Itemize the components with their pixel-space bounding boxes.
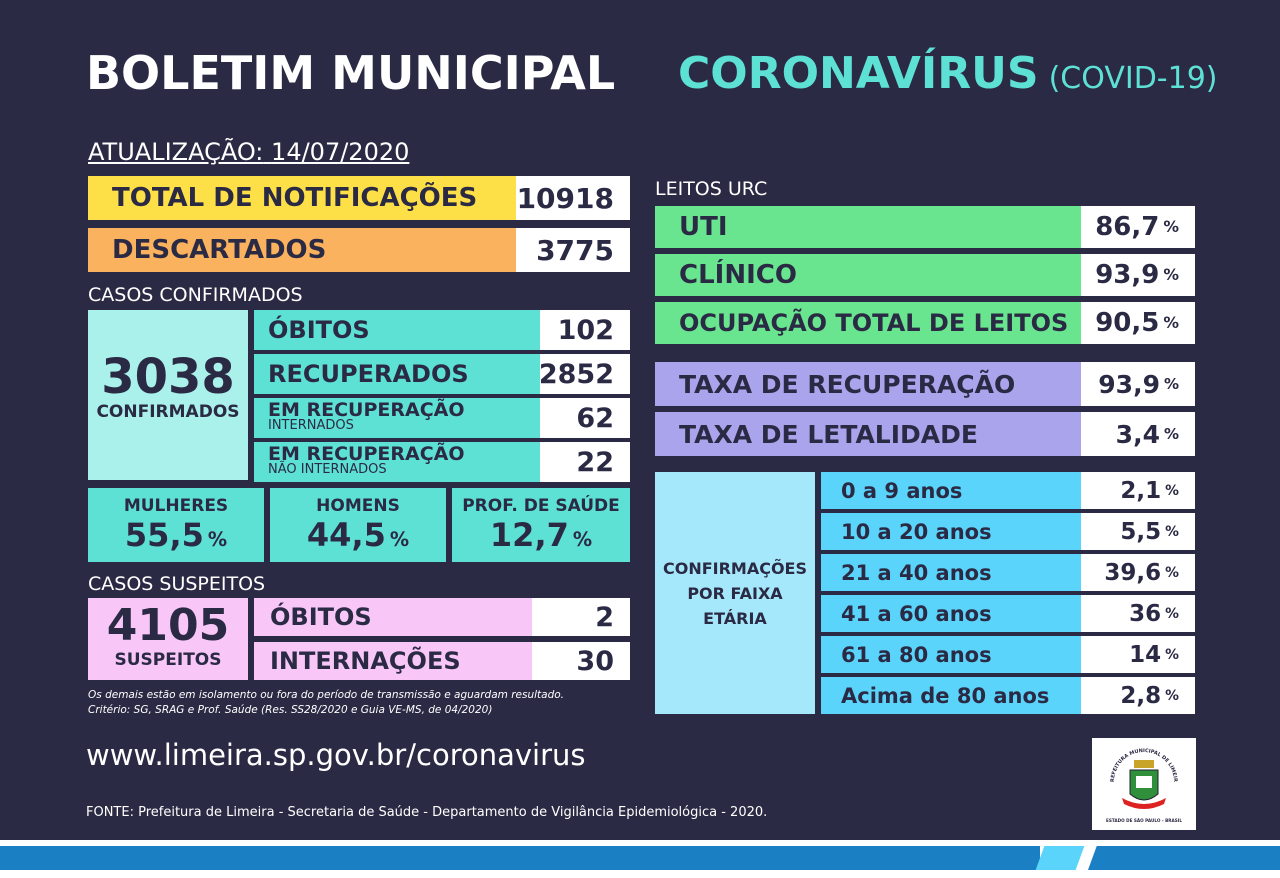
coat-of-arms-icon [1092, 738, 1196, 830]
age-row-label: 61 a 80 anos [821, 636, 1081, 673]
age-row-label: 0 a 9 anos [821, 472, 1081, 509]
logo-top-text: REFEITURA MUNICIPAL DE LIMEIR [1109, 747, 1179, 783]
recovering-hosp-sub: INTERNADOS [268, 418, 354, 433]
page-title: BOLETIM MUNICIPAL [86, 46, 616, 100]
update-line [88, 138, 409, 166]
age-row-unit: % [1165, 605, 1179, 622]
topic-title [678, 48, 1218, 99]
demo-women [88, 488, 264, 562]
age-row-label: Acima de 80 anos [821, 677, 1081, 714]
demo-men [270, 488, 446, 562]
rate-recovery-unit: % [1163, 375, 1179, 393]
suspected-hosp-label: INTERNAÇÕES [254, 642, 532, 680]
suspected-deaths-label: ÓBITOS [254, 598, 532, 636]
suspected-total: 4105 [106, 600, 230, 651]
age-row-label: 21 a 40 anos [821, 554, 1081, 591]
footnote-line2: Critério: SG, SRAG e Prof. Saúde (Res. SS28/2020 e Guia VE-MS, de 04/2020) [88, 704, 493, 716]
suspected-section-label: CASOS SUSPEITOS [88, 573, 266, 595]
beds-total-value: 90,5 [1095, 308, 1160, 338]
beds-uti-value: 86,7 [1095, 212, 1160, 242]
recovering-hosp-box [254, 398, 540, 438]
notifications-value: 10918 [516, 176, 630, 220]
recovering-home-value: 22 [540, 442, 630, 482]
beds-uti-label: UTI [655, 206, 1081, 248]
beds-clinic-label: CLÍNICO [655, 254, 1081, 296]
topic-main: CORONAVÍRUS [678, 48, 1039, 99]
city-logo [1092, 738, 1196, 830]
age-row-number: 39,6 [1104, 559, 1162, 586]
beds-clinic-value: 93,9 [1095, 260, 1160, 290]
recovered-label: RECUPERADOS [254, 354, 540, 394]
age-row-label: 10 a 20 anos [821, 513, 1081, 550]
age-row-value [1081, 636, 1195, 673]
suspected-total-box [88, 598, 248, 680]
age-label-1: CONFIRMAÇÕES [662, 558, 808, 578]
update-label: ATUALIZAÇÃO: [88, 138, 264, 166]
beds-clinic-unit: % [1163, 266, 1179, 284]
demo-men-value: 44,5 [306, 516, 386, 554]
suspected-deaths-value: 2 [532, 598, 630, 636]
confirmed-total-label: CONFIRMADOS [96, 402, 240, 422]
suspected-total-label: SUSPEITOS [114, 650, 222, 670]
rate-lethality-unit: % [1163, 425, 1179, 443]
age-group-label-box [655, 472, 815, 714]
age-row-value [1081, 554, 1195, 591]
age-row-unit: % [1165, 687, 1179, 704]
discarded-label: DESCARTADOS [88, 228, 516, 272]
beds-total-unit: % [1163, 314, 1179, 332]
age-row-unit: % [1165, 564, 1179, 581]
website-url[interactable]: www.limeira.sp.gov.br/coronavirus [86, 738, 586, 772]
footer-stripe-main [0, 846, 1040, 870]
demo-health-label: PROF. DE SAÚDE [462, 496, 620, 516]
demo-health [452, 488, 630, 562]
footnote-line1: Os demais estão em isolamento ou fora do período de transmissão e aguardam resultado. [88, 689, 565, 701]
source-text: FONTE: Prefeitura de Limeira - Secretaria de Saúde - Departamento de Vigilância Epidemiológica - 2020. [86, 805, 768, 820]
age-row-number: 2,1 [1120, 477, 1162, 504]
rate-lethality-label: TAXA DE LETALIDADE [655, 412, 1081, 456]
demo-women-label: MULHERES [123, 496, 229, 516]
age-row-value [1081, 472, 1195, 509]
footnote [88, 688, 564, 718]
age-row-value [1081, 677, 1195, 714]
age-row-value [1081, 513, 1195, 550]
discarded-value: 3775 [516, 228, 630, 272]
demo-men-label: HOMENS [316, 496, 400, 516]
age-row-value [1081, 595, 1195, 632]
footer-stripe-end [1088, 846, 1280, 870]
age-row-unit: % [1165, 523, 1179, 540]
demo-health-value: 12,7 [489, 516, 569, 554]
suspected-hosp-value: 30 [532, 642, 630, 680]
beds-section-label: LEITOS URC [655, 178, 768, 200]
recovering-hosp-value: 62 [540, 398, 630, 438]
age-row-number: 36 [1129, 600, 1162, 627]
demo-women-value: 55,5 [124, 516, 204, 554]
age-row-unit: % [1165, 646, 1179, 663]
confirmed-section-label: CASOS CONFIRMADOS [88, 284, 303, 306]
logo-bottom-text: ESTADO DE SÃO PAULO - BRASIL [1105, 818, 1183, 823]
demo-men-unit: % [389, 528, 410, 551]
confirmed-deaths-label: ÓBITOS [254, 310, 540, 350]
beds-uti-unit: % [1163, 218, 1179, 236]
recovering-home-sub: NÃO INTERNADOS [268, 462, 387, 477]
rate-lethality-value: 3,4 [1115, 419, 1160, 449]
age-label-3: ETÁRIA [703, 608, 767, 628]
demo-health-unit: % [572, 528, 593, 551]
demo-women-unit: % [207, 528, 228, 551]
recovered-value: 2852 [540, 354, 630, 394]
recovering-home-label: EM RECUPERAÇÃO [268, 443, 465, 465]
rate-recovery-label: TAXA DE RECUPERAÇÃO [655, 362, 1081, 406]
age-label-2: POR FAIXA [687, 583, 783, 603]
age-row-unit: % [1165, 482, 1179, 499]
confirmed-total-box [88, 310, 248, 480]
update-date: 14/07/2020 [271, 138, 410, 166]
age-row-number: 2,8 [1120, 682, 1162, 709]
topic-sub: (COVID-19) [1048, 61, 1218, 96]
rate-recovery-value: 93,9 [1098, 369, 1160, 399]
age-row-label: 41 a 60 anos [821, 595, 1081, 632]
recovering-hosp-label: EM RECUPERAÇÃO [268, 399, 465, 421]
confirmed-deaths-value: 102 [540, 310, 630, 350]
age-row-number: 14 [1129, 641, 1162, 668]
age-row-number: 5,5 [1120, 518, 1162, 545]
beds-total-label: OCUPAÇÃO TOTAL DE LEITOS [655, 302, 1081, 344]
confirmed-total: 3038 [101, 349, 235, 405]
notifications-label: TOTAL DE NOTIFICAÇÕES [88, 176, 516, 220]
recovering-home-box [254, 442, 540, 482]
